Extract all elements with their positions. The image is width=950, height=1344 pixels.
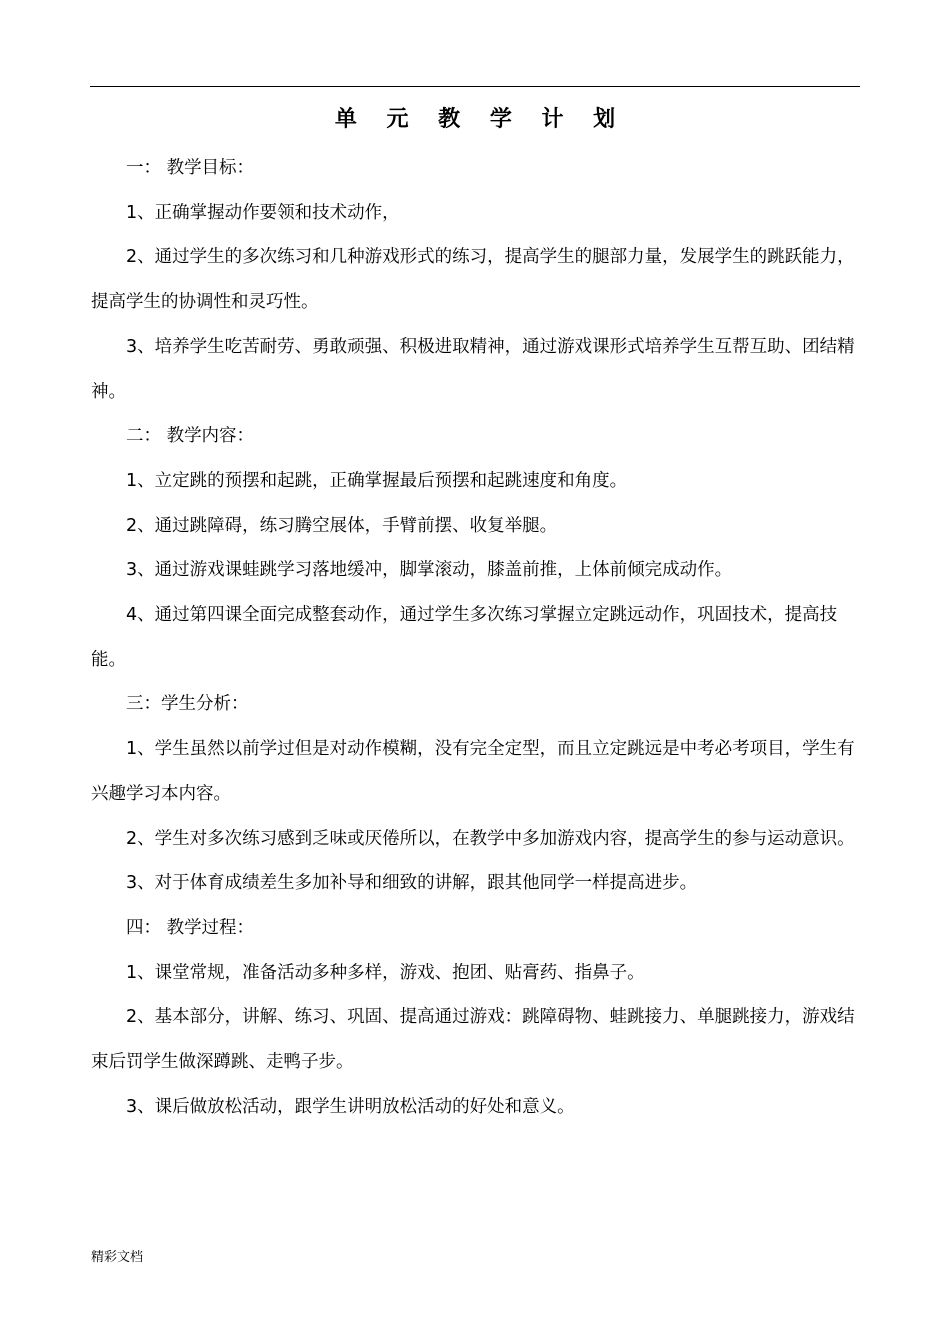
goal-item-2: 2、通过学生的多次练习和几种游戏形式的练习，提高学生的腿部力量，发展学生的跳跃能力，提高学生的协调性和灵巧性。: [91, 247, 855, 313]
page-title: 单 元 教 学 计 划: [334, 107, 627, 132]
content-item-1: 1、立定跳的预摆和起跳，正确掌握最后预摆和起跳速度和角度。: [126, 470, 628, 491]
header-rule: [90, 86, 860, 87]
goal-item-3: 3、培养学生吃苦耐劳、勇敢顽强、积极进取精神，通过游戏课形式培养学生互帮互助、团结精神。: [91, 336, 855, 402]
process-item-3: 3、课后做放松活动，跟学生讲明放松活动的好处和意义。: [126, 1096, 575, 1117]
process-item-2: 2、基本部分，讲解、练习、巩固、提高通过游戏：跳障碍物、蛙跳接力、单腿跳接力，游戏结束后罚学生做深蹲跳、走鸭子步。: [91, 1007, 855, 1073]
footer-label: 精彩文档: [91, 1250, 144, 1265]
section-heading-content: 二： 教学内容：: [126, 426, 255, 447]
content-item-3: 3、通过游戏课蛙跳学习落地缓冲，脚掌滚动，膝盖前推，上体前倾完成动作。: [126, 560, 733, 581]
analysis-item-3: 3、对于体育成绩差生多加补导和细致的讲解，跟其他同学一样提高进步。: [126, 873, 698, 894]
section-heading-process: 四： 教学过程：: [126, 917, 255, 938]
document-body: [91, 146, 863, 1129]
analysis-item-1: 1、学生虽然以前学过但是对动作模糊，没有完全定型，而且立定跳远是中考必考项目，学生有兴趣学习本内容。: [91, 739, 855, 804]
analysis-item-2: 2、学生对多次练习感到乏味或厌倦所以，在教学中多加游戏内容，提高学生的参与运动意识。: [126, 828, 855, 849]
process-item-1: 1、课堂常规，准备活动多种多样，游戏、抱团、贴膏药、指鼻子。: [126, 962, 645, 983]
section-heading-analysis: 三：学生分析：: [126, 694, 249, 715]
goal-item-1: 1、正确掌握动作要领和技术动作，: [126, 202, 400, 223]
content-item-4: 4、通过第四课全面完成整套动作，通过学生多次练习掌握立定跳远动作，巩固技术，提高技能。: [91, 605, 838, 670]
content-item-2: 2、通过跳障碍，练习腾空展体，手臂前摆、收复举腿。: [126, 515, 558, 536]
section-heading-goals: 一： 教学目标：: [126, 158, 255, 178]
